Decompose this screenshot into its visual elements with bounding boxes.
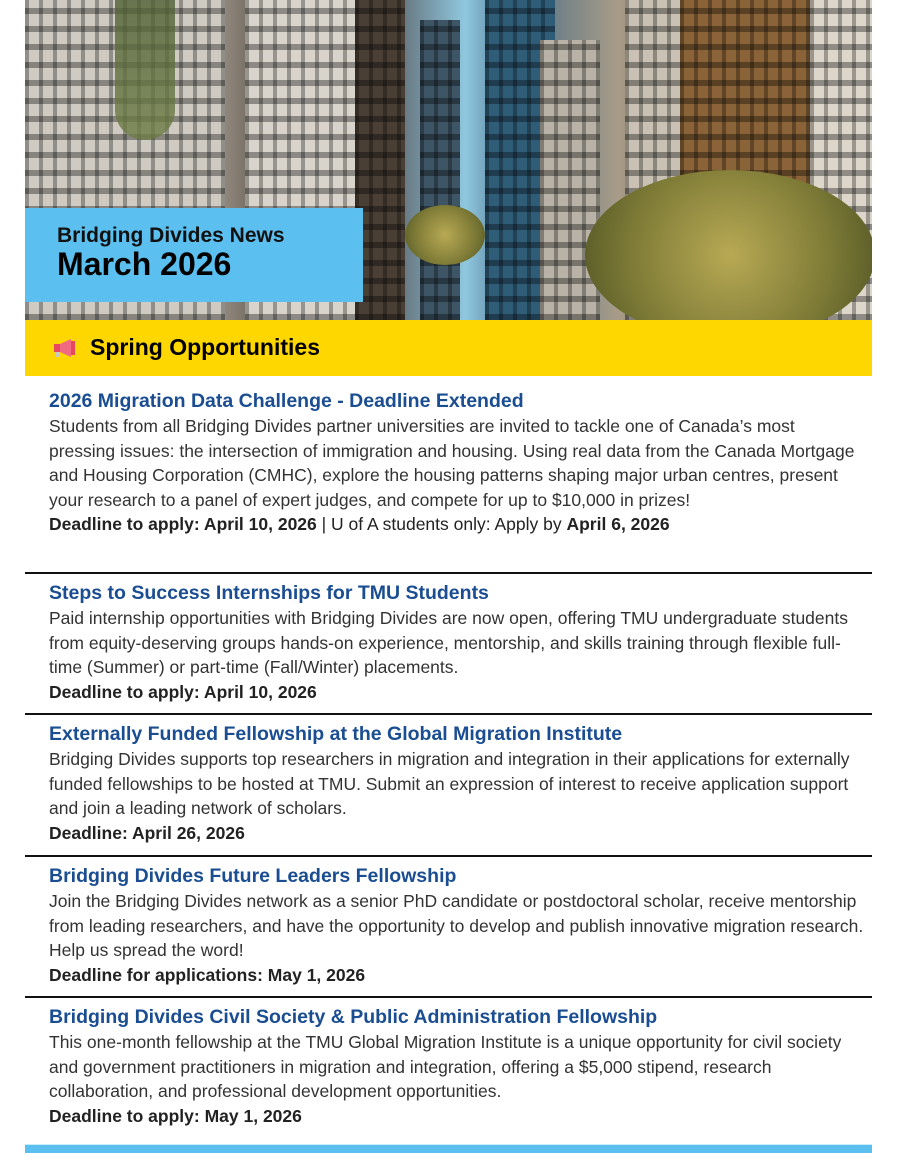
divider bbox=[25, 713, 872, 715]
newsletter-issue-date: March 2026 bbox=[57, 246, 232, 282]
divider bbox=[25, 855, 872, 857]
opportunity-description: Paid internship opportunities with Bridging Divides are now open, offering TMU undergraduate students from equity-deserving groups hands-on experience, mentorship, and skills training through flexible full-time (Summer) or part-time (Fall/Winter) placements. bbox=[49, 608, 848, 677]
opportunity-title-link[interactable]: Bridging Divides Civil Society & Public Administration Fellowship bbox=[49, 1006, 658, 1028]
opportunity-description: This one-month fellowship at the TMU Global Migration Institute is a unique opportunity for civil society and government practitioners in migration and integration, offering a $5,000 stipend, research collaboration, and professional development opportunities. bbox=[49, 1032, 842, 1101]
opportunity-item bbox=[49, 863, 864, 987]
opportunity-deadline: Deadline to apply: April 10, 2026 bbox=[49, 681, 317, 702]
section-banner bbox=[25, 320, 872, 376]
opportunity-title-link[interactable]: 2026 Migration Data Challenge - Deadline Extended bbox=[49, 390, 524, 412]
opportunity-deadline: Deadline to apply: April 10, 2026 | U of A students only: Apply by April 6, 2026 bbox=[49, 514, 670, 534]
opportunity-title-link[interactable]: Externally Funded Fellowship at the Global Migration Institute bbox=[49, 723, 623, 745]
opportunity-description: Bridging Divides supports top researchers in migration and integration in their applications for externally funded fellowships to be hosted at TMU. Submit an expression of interest to receive application support and join a leading network of scholars. bbox=[49, 749, 850, 818]
opportunity-title-link[interactable]: Steps to Success Internships for TMU Students bbox=[49, 582, 489, 604]
opportunity-item bbox=[49, 580, 864, 704]
opportunity-deadline: Deadline: April 26, 2026 bbox=[49, 822, 245, 843]
newsletter-header-badge bbox=[25, 208, 363, 302]
newsletter-name: Bridging Divides News bbox=[57, 224, 285, 247]
opportunity-title-link[interactable]: Bridging Divides Future Leaders Fellowship bbox=[49, 865, 457, 887]
divider bbox=[25, 996, 872, 998]
opportunity-item bbox=[49, 1004, 864, 1128]
opportunity-description: Join the Bridging Divides network as a senior PhD candidate or postdoctoral scholar, receive mentorship from leading researchers, and have the opportunity to develop and publish innovative migration research. Help us spread the word! bbox=[49, 891, 864, 960]
opportunity-item bbox=[49, 388, 864, 536]
opportunity-deadline: Deadline to apply: May 1, 2026 bbox=[49, 1105, 302, 1126]
opportunity-deadline: Deadline for applications: May 1, 2026 bbox=[49, 964, 366, 985]
opportunity-description: Students from all Bridging Divides partner universities are invited to tackle one of Canada’s most pressing issues: the intersection of immigration and housing. Using real data from the Canada Mortgage and Housing Corporation (CMHC), explore the housing patterns shaping major urban centres, present your research to a panel of expert judges, and compete for up to $10,000 in prizes! bbox=[49, 416, 855, 510]
divider bbox=[25, 572, 872, 574]
section-title: Spring Opportunities bbox=[90, 334, 320, 360]
opportunity-item bbox=[49, 721, 864, 845]
megaphone-icon bbox=[53, 338, 77, 358]
